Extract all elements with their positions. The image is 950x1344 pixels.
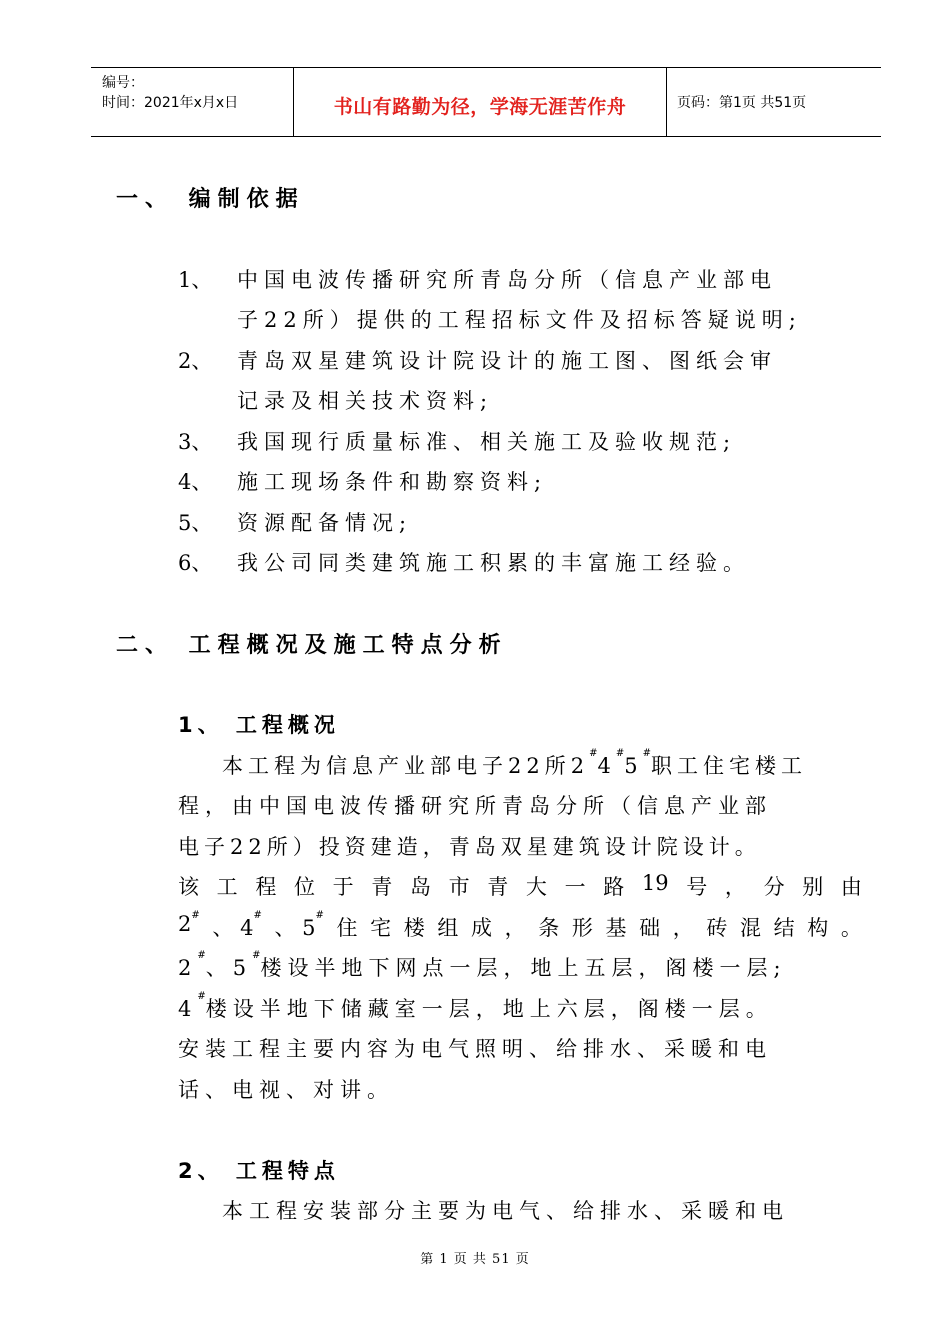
list-item-number: 4、 [178, 470, 213, 494]
list-item-number: 1、 [178, 268, 213, 292]
justified-char: 于 [332, 875, 354, 899]
justified-char: 分 [763, 875, 785, 899]
building-number: 、 4# [212, 910, 262, 940]
list-item-number: 3、 [178, 430, 213, 454]
justified-char: ， [724, 875, 746, 899]
justified-char: 楼 [403, 916, 425, 940]
paragraph-line: 2#、5#楼设半地下网点一层，地上五层，阁楼一层; [178, 950, 787, 980]
list-item-text: 子22所）提供的工程招标文件及招标答疑说明; [237, 308, 802, 332]
justified-char: 青 [487, 875, 509, 899]
paragraph-line: 电子22所）投资建造，青岛双星建筑设计院设计。 [178, 835, 761, 859]
list-item-text: 施工现场条件和勘察资料; [237, 470, 548, 494]
justified-char: 住 [336, 916, 358, 940]
justified-char: 。 [840, 916, 862, 940]
justified-char: 号 [686, 875, 708, 899]
justified-char: 该 [178, 875, 199, 899]
paragraph-line: 话、电视、对讲。 [178, 1078, 394, 1102]
justified-char: 条 [538, 916, 560, 940]
paragraph-line-justified [178, 871, 862, 901]
subsection-2-title: 2、 工程特点 [178, 1159, 340, 1183]
justified-char: 基 [605, 916, 627, 940]
justified-char: ， [504, 916, 526, 940]
justified-char: 成 [471, 916, 493, 940]
list-item-text: 资源配备情况; [237, 511, 413, 535]
paragraph-line: 本工程为信息产业部电子22所2#4#5#职工住宅楼工 [222, 748, 808, 778]
list-item-text: 记录及相关技术资料; [237, 389, 494, 413]
header-left-cell [91, 68, 293, 136]
section-1-title: 一、 编制依据 [116, 187, 305, 212]
list-item-number: 5、 [178, 511, 213, 535]
paragraph-line: 安装工程主要内容为电气照明、给排水、采暖和电 [178, 1037, 772, 1061]
paragraph-line-justified [178, 912, 862, 942]
justified-char: 路 [603, 875, 625, 899]
list-item-text: 我公司同类建筑施工积累的丰富施工经验。 [237, 551, 750, 575]
justified-char: 大 [525, 875, 547, 899]
header-right-cell [666, 68, 881, 136]
justified-char: 岛 [409, 875, 431, 899]
list-item-text: 中国电波传播研究所青岛分所（信息产业部电 [237, 268, 777, 292]
justified-char: ， [672, 916, 694, 940]
justified-char: 一 [564, 875, 586, 899]
justified-char: 19 [641, 871, 669, 895]
justified-char: 础 [639, 916, 661, 940]
paragraph-line: 4#楼设半地下储藏室一层，地上六层，阁楼一层。 [178, 991, 773, 1021]
subsection-1-title: 1、 工程概况 [178, 713, 340, 737]
page-info: 页码：第1页 共51页 [677, 95, 807, 111]
justified-char: 别 [802, 875, 824, 899]
justified-char: 砖 [706, 916, 728, 940]
list-item-text: 我国现行质量标准、相关施工及验收规范; [237, 430, 737, 454]
doc-number-label: 编号： [102, 75, 144, 91]
header-center-cell [293, 68, 667, 136]
justified-char: 混 [740, 916, 762, 940]
justified-char: 结 [773, 916, 795, 940]
justified-char: 宅 [370, 916, 392, 940]
justified-char: 市 [448, 875, 470, 899]
justified-char: 组 [437, 916, 459, 940]
paragraph-line: 本工程安装部分主要为电气、给排水、采暖和电 [222, 1199, 789, 1223]
list-item-text: 青岛双星建筑设计院设计的施工图、图纸会审 [237, 349, 777, 373]
justified-char: 工 [216, 875, 238, 899]
section-2-title: 二、 工程概况及施工特点分析 [116, 633, 508, 658]
justified-char: 程 [255, 875, 277, 899]
building-number: 、 5# [274, 910, 324, 940]
time-label: 时间：2021年x月x日 [102, 95, 239, 111]
list-item-number: 2、 [178, 349, 213, 373]
list-item-number: 6、 [178, 551, 213, 575]
header-motto: 书山有路勤为径，学海无涯苦作舟 [333, 96, 627, 118]
justified-char: 位 [293, 875, 315, 899]
justified-char: 构 [807, 916, 829, 940]
justified-char: 青 [371, 875, 393, 899]
header-table [91, 67, 881, 137]
justified-char: 形 [571, 916, 593, 940]
building-number: 2# [178, 910, 200, 936]
paragraph-line: 程，由中国电波传播研究所青岛分所（信息产业部 [178, 794, 772, 818]
justified-char: 由 [840, 875, 862, 899]
page-footer: 第 1 页 共 51 页 [420, 1252, 530, 1267]
